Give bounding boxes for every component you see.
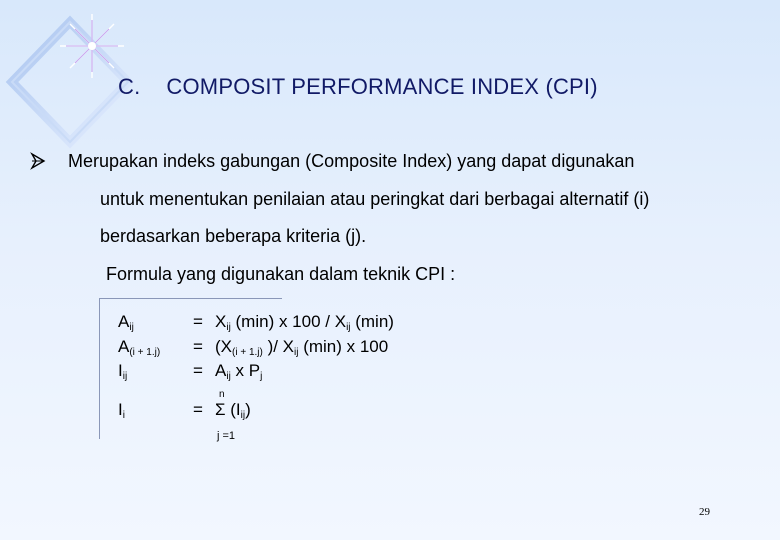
formula-row-4-eq: = <box>193 400 203 419</box>
formula-row-4-lhs: $I_i$ <box>118 400 125 421</box>
formula-row-2-rhs: ($X_{(i + 1.j)}$ )/ $X_{ij}$ (min) x 100 <box>215 337 389 358</box>
formula-row-2-eq: = <box>193 337 203 356</box>
formula-heading: Formula yang digunakan dalam teknik CPI : <box>106 264 456 284</box>
formula-row-3-lhs: $I_{ij}$ <box>118 361 128 382</box>
title-text: COMPOSIT PERFORMANCE INDEX (CPI) <box>166 74 598 99</box>
formula-row-2-lhs: $A_{(i + 1.j)}$ <box>118 337 161 358</box>
arrow-bullet-icon <box>30 152 46 170</box>
bullet-line-3: berdasarkan beberapa kriteria (j). <box>100 226 367 246</box>
formula-row-1-rhs: $X_{ij}$ (min) x $100 / X_{ij}$ (min) <box>215 312 394 333</box>
formula-row-4-rhs: Σ $(I_{ij})$ <box>215 400 251 421</box>
sigma-lower-limit: j =1 <box>217 430 236 442</box>
formula-row-3-rhs: $A_{ij}$ x $P_j$ <box>215 361 263 382</box>
sigma-upper-limit: n <box>219 389 225 400</box>
bullet-line-2: untuk menentukan penilaian atau peringkat dari berbagai alternatif (i) <box>100 189 650 209</box>
formula-row-3-eq: = <box>193 361 203 380</box>
slide-title <box>118 74 598 100</box>
title-number: C. <box>118 74 141 99</box>
formula-row-1-lhs: $A_{ij}$ <box>118 312 134 333</box>
formula-row-1-eq: = <box>193 312 203 331</box>
bullet-line-1: Merupakan indeks gabungan (Composite Index) yang dapat digunakan <box>68 151 635 171</box>
page-number: 29 <box>699 506 710 518</box>
